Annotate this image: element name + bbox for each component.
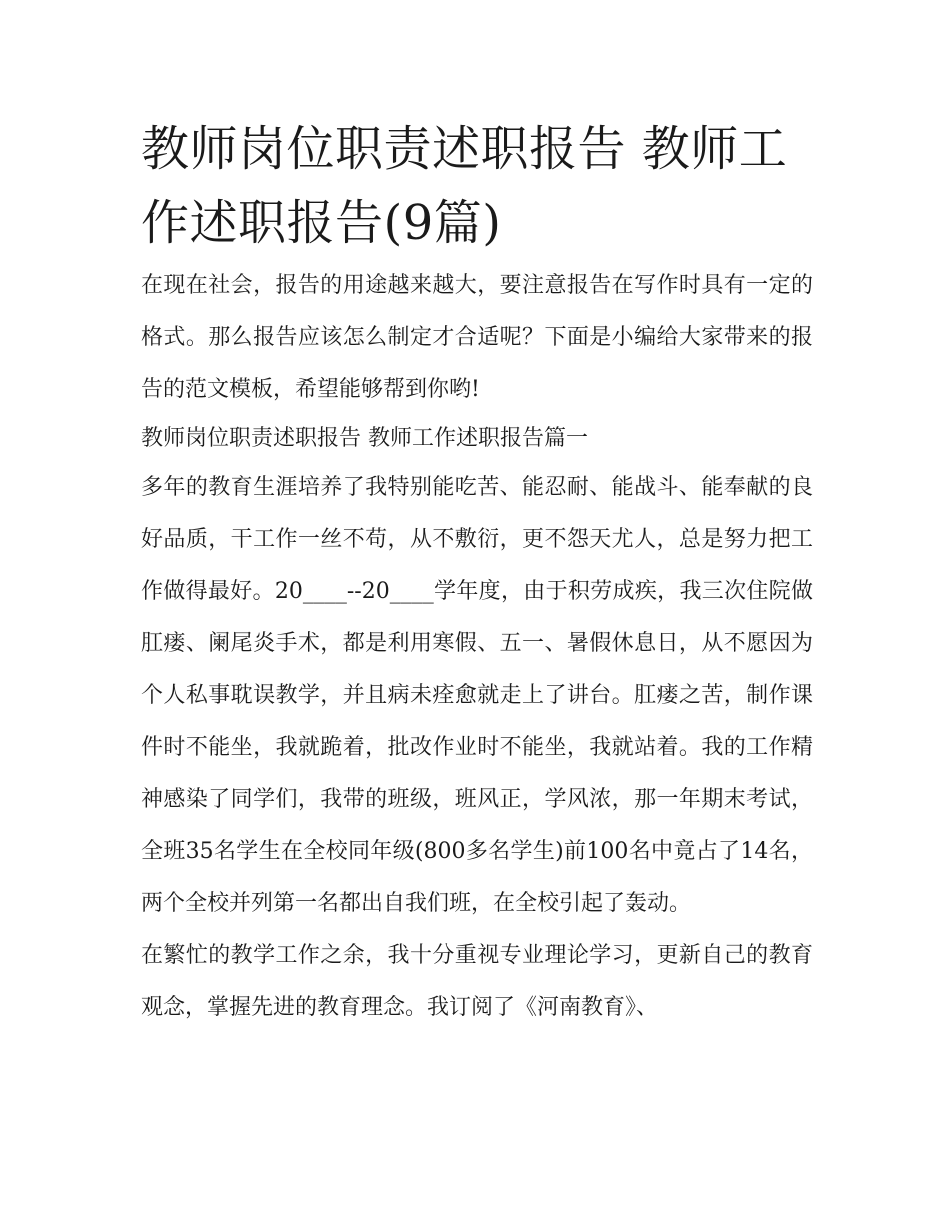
document-title: 教师岗位职责述职报告 教师工作述职报告(9篇) bbox=[141, 121, 788, 251]
body-paragraph-1: 多年的教育生涯培养了我特别能吃苦、能忍耐、能战斗、能奉献的良好品质，干工作一丝不苟，从不敷衍，更不怨天尤人，总是努力把工作做得最好。20____--20____学年度，由于积劳成疾，我三次住院做肛瘘、阑尾炎手术，都是利用寒假、五一、暑假休息日，从不愿因为个人私事耽误教学，并且病未痊愈就走上了讲台。肛瘘之苦，制作课件时不能坐，我就跪着，批改作业时不能坐，我就站着。我的工作精神感染了同学们，我带的班级，班风正，学风浓，那一年期末考试，全班35名学生在全校同年级(800多名学生)前100名中竟占了14名，两个全校并列第一名都出自我们班，在全校引起了轰动。 bbox=[141, 475, 813, 916]
section-heading: 教师岗位职责述职报告 教师工作述职报告篇一 bbox=[141, 426, 588, 451]
intro-paragraph: 在现在社会，报告的用途越来越大，要注意报告在写作时具有一定的格式。那么报告应该怎么制定才合适呢？下面是小编给大家带来的报告的范文模板，希望能够帮到你哟! bbox=[141, 273, 813, 402]
document-page bbox=[141, 112, 813, 1034]
body-paragraph-2: 在繁忙的教学工作之余，我十分重视专业理论学习，更新自己的教育观念，掌握先进的教育理念。我订阅了《河南教育》、 bbox=[141, 943, 813, 1020]
